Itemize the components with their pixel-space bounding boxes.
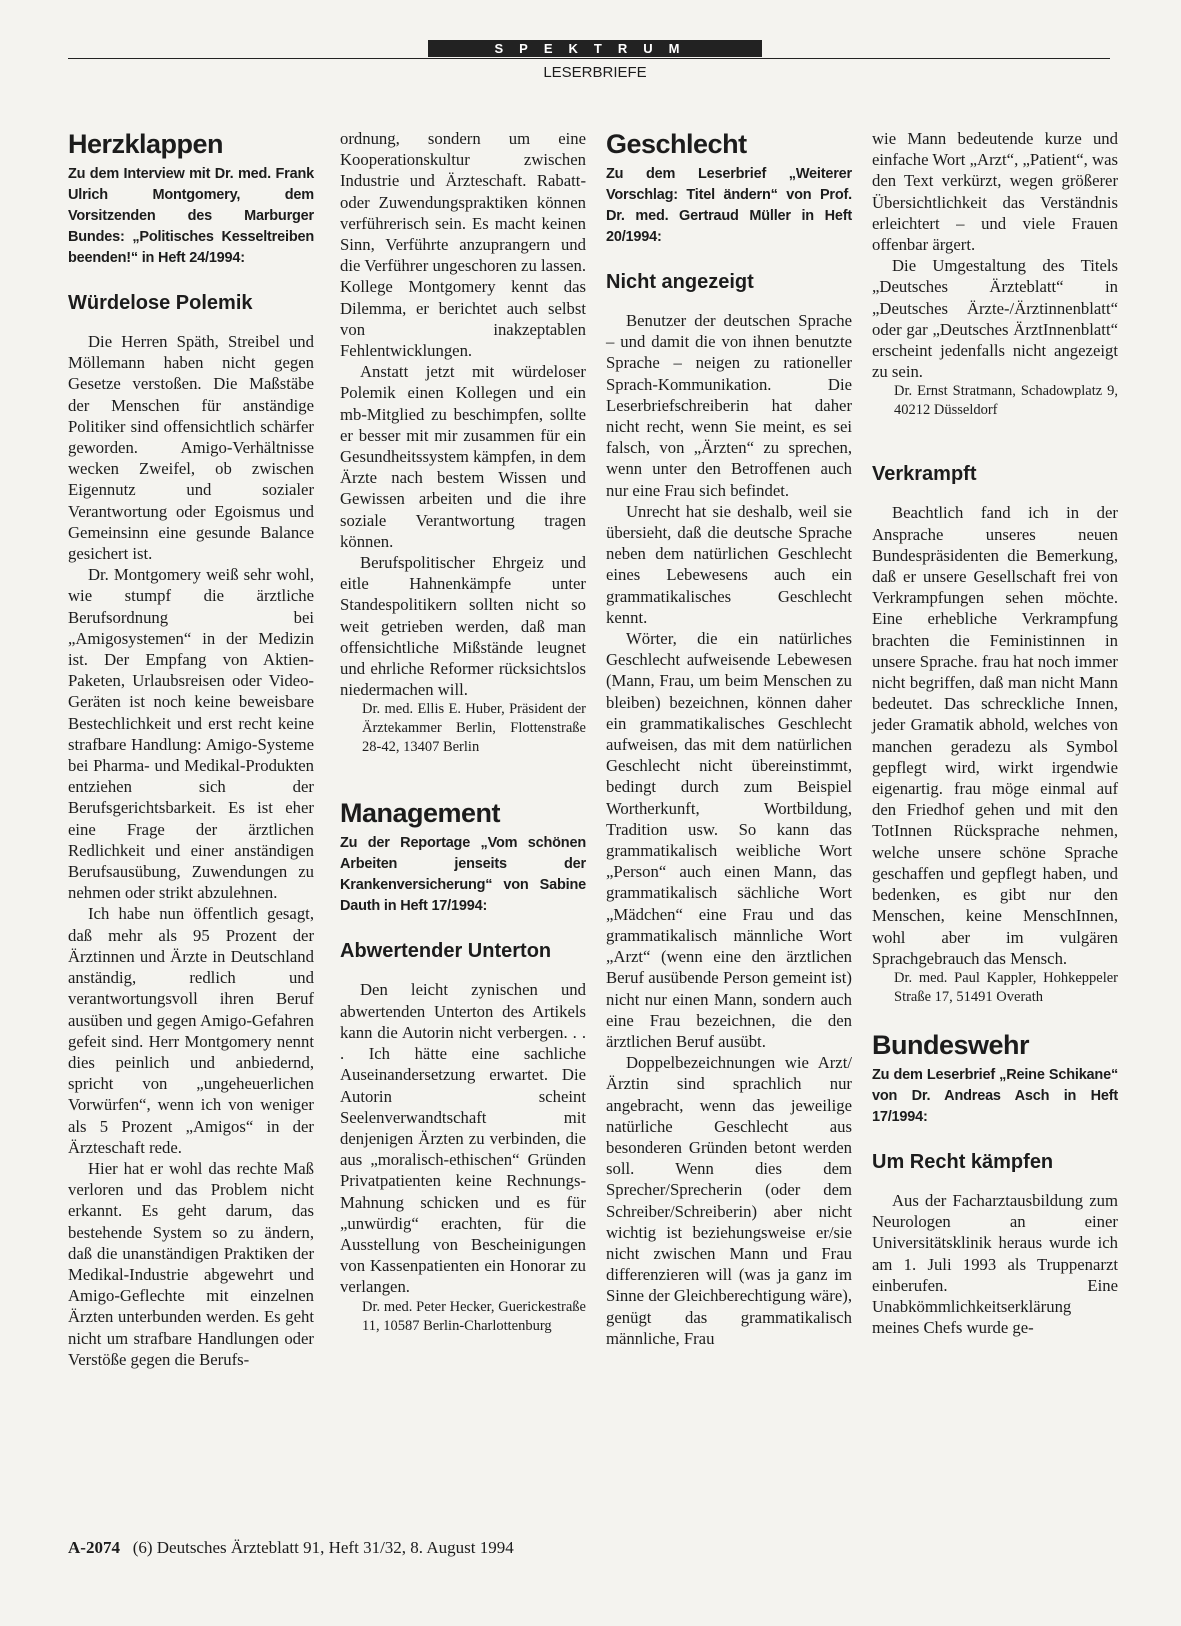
letter-heading: Würdelose Polemik [68,292,253,314]
article-intro: Zu dem Interview mit Dr. med. Frank Ulrich Montgomery, dem Vorsitzenden des Marburger Bundes: „Politisches Kesseltreiben beenden!“ in Heft 24/1994: [68,166,314,266]
article-intro: Zu dem Leserbrief „Weiterer Vorschlag: Titel ändern“ von Prof. Dr. med. Gertraud Müller in Heft 20/1994: [606,166,852,245]
paragraph: Beachtlich fand ich in der Ansprache unseres neuen Bundespräsidenten die Bemerkung, daß er unsere Gesellschaft frei von Verkrampfungen sehen möchte. Eine erhebliche Verkrampfung brachten die Feministinnen in unsere Sprache. frau hat noch immer nicht begriffen, daß man nicht Mann bedeutet. Das schreckliche Innen, jeder Gramatik abhold, welches von manchen geradezu als Symbol gepflegt wird, wirkt irgendwie eigenartig. frau möge einmal auf den Friedhof gehen und mit den TotInnen Rücksprache nehmen, welche unsere schöne Sprache geschaffen und gepflegt haben, und bedenken, es gibt nur den Menschen, keine MenschInnen, wohl aber im vulgären Sprachgebrauch das Mensch. [872,503,1118,968]
page-footer [68,1538,514,1558]
paragraph: Den leicht zynischen und abwertenden Unterton des Artikels kann die Autorin nicht verbergen. . . . Ich hätte eine sachliche Auseinandersetzung erwartet. Die Autorin scheint Seelenverwandtschaft mit denjenigen Ärzten zu verbinden, die aus „moralisch-ethischen“ Gründen Privatpatienten keine Rechnungs-Mahnung schicken und es für „unwürdig“ erachten, für die Ausstellung von Bescheinigungen von Kassenpatienten ein Honorar zu verlangen. [340,980,586,1297]
letter-heading: Um Recht kämpfen [872,1150,1054,1173]
paragraph: Ich habe nun öffentlich gesagt, daß mehr als 95 Prozent der Ärztinnen und Ärzte in Deutschland anständig, redlich und verantwortungsvoll ihren Beruf ausüben und gegen Amigo-Gefahren gefeit sind. Herr Montgomery nennt dies peinlich und anbiedernd, spricht von „ungeheuerlichen Vorwürfen“, wenn ich von weniger als 5 Prozent „Amigos“ in der Ärzteschaft rede. [68,904,314,1157]
paragraph: ordnung, sondern um eine Kooperationskultur zwischen Industrie und Ärzteschaft. Rabatt- oder Zuwendungspraktiken können verführerisch sein. Es macht keinen Sinn, Verführte anzuprangern und die Verführer ungeschoren zu lassen. Kollege Montgomery kennt das Dilemma, er berichtet auch selbst von inakzeptablen Fehlentwicklungen. [340,129,586,361]
paragraph: Die Umgestaltung des Titels „Deutsches Ärzteblatt“ in „Deutsches Ärzte-/Ärztinnenblatt“ oder gar „Deutsches ÄrztInnenblatt“ erscheint jedenfalls nicht angezeigt zu sein. [872,256,1118,382]
letter-heading: Nicht angezeigt [606,271,754,293]
paragraph: Dr. Montgomery weiß sehr wohl, wie stumpf die ärztliche Berufsordnung bei „Amigosystemen“ in der Medizin ist. Der Empfang von Aktien-Paketen, Urlaubsreisen oder Video-Geräten ist noch keine beweisbare Bestechlichkeit und erst recht keine strafbare Handlung: Amigo-Systeme bei Pharma- und Medikal-Produkten entziehen sich der Berufsgerichtsbarkeit. Es ist eher eine Frage der ärztlichen Redlichkeit und einer anständigen Berufsausübung, Zuwendungen zu nehmen oder strikt abzulehnen. [68,565,314,903]
paragraph: wie Mann bedeutende kurze und einfache Wort „Arzt“, „Patient“, was den Text verkürzt, wegen größerer Übersichtlichkeit das Verständnis erleichtert – und viele Frauen offenbar ärgert. [872,129,1118,255]
letter-signature: Dr. Ernst Stratmann, Schadowplatz 9, 40212 Düsseldorf [894,383,1118,419]
paragraph: Benutzer der deutschen Sprache – und damit die von ihnen benutzte Sprache – neigen zu rationeller Sprach-Kommunikation. Die Leserbriefschreiberin hat daher nicht recht, wenn Sie meint, es sei falsch, von „Ärzten“ zu sprechen, wenn unter den Betroffenen auch nur eine Frau sich befindet. [606,311,852,500]
section-banner: SPEKTRUM [428,40,762,57]
article-title: Herzklappen [68,129,224,159]
article-title: Management [340,798,501,829]
section-subhead: LESERBRIEFE [543,64,647,81]
column-3 [606,128,852,1349]
paragraph: Hier hat er wohl das rechte Maß verloren und das Problem nicht erkannt. Es geht darum, das bestehende System so zu ändern, daß die unanständigen Praktiken der Medikal-Industrie abgewehrt und Amigo-Geflechte mit einzelnen Ärzten unterbunden werden. Es geht nicht um strafbare Handlungen oder Verstöße gegen die Berufs- [68,1158,314,1369]
paragraph: Doppelbezeichnungen wie Arzt/Ärztin sind sprachlich nur angebracht, wenn das jeweilige natürliche Geschlecht aus besonderen Gründen betont werden soll. Wenn dies dem Sprecher/Sprecherin (oder dem Schreiber/Schreiberin) aber nicht wichtig ist beziehungsweise er/sie nicht zwischen Mann und Frau differenzieren will (was ja ganz im Sinne der Gleichberechtigung wäre), genügt das grammatikalisch männliche, Frau [606,1053,852,1348]
column-4 [872,128,1118,1338]
letter-heading: Verkrampft [872,463,977,486]
header-rule [68,58,1110,59]
article-title: Bundeswehr [872,1029,1030,1060]
issue-info: (6) Deutsches Ärzteblatt 91, Heft 31/32, 8. August 1994 [132,1538,514,1557]
paragraph: Aus der Facharztausbildung zum Neurologen an einer Universitätsklinik heraus wurde ich am 1. Juli 1993 als Truppenarzt einberufen. Eine Unabkömmlichkeitserklärung meines Chefs wurde ge- [872,1190,1118,1338]
paragraph: Anstatt jetzt mit würdeloser Polemik einen Kollegen und ein mb-Mitglied zu beschimpfen, sollte er besser mit mir zusammen für ein Gesundheitssystem kämpfen, in dem Ärzte nach bestem Wissen und Gewissen arbeiten und die ihre soziale Verantwortung tragen können. [340,362,586,551]
paragraph: Unrecht hat sie deshalb, weil sie übersieht, daß die deutsche Sprache neben dem natürlichen Geschlecht eines Lebewesens auch ein grammatikalisches Geschlecht kennt. [606,501,852,627]
article-title: Geschlecht [606,129,747,159]
page-number: A-2074 [68,1538,120,1557]
paragraph: Die Herren Späth, Streibel und Möllemann haben nicht gegen Gesetze verstoßen. Die Maßstäbe der Menschen für anständige Politiker sind offensichtlich schärfer geworden. Amigo-Verhältnisse wecken Zweifel, ob zwischen Eigennutz und sozialer Verantwortung oder Egoismus und Gemeinsinn eine gesunde Balance gesichert ist. [68,332,314,564]
letter-signature: Dr. med. Paul Kappler, Hohkeppeler Straße 17, 51491 Overath [894,969,1118,1005]
letter-signature: Dr. med. Ellis E. Huber, Präsident der Ärztekammer Berlin, Flottenstraße 28-42, 13407 Berlin [362,701,586,756]
column-1 [68,128,314,1370]
letter-signature: Dr. med. Peter Hecker, Guerickestraße 11, 10587 Berlin-Charlottenburg [362,1298,586,1334]
letter-heading: Abwertender Unterton [340,940,552,963]
article-intro: Zu dem Leserbrief „Reine Schikane“ von Dr. Andreas Asch in Heft 17/1994: [872,1066,1118,1125]
paragraph: Berufspolitischer Ehrgeiz und eitle Hahnenkämpfe unter Standespolitikern sollten nicht so weit getrieben werden, daß man offensichtliche Mißstände leugnet und ehrliche Reformer rücksichtslos niedermachen will. [340,553,586,700]
article-intro: Zu der Reportage „Vom schönen Arbeiten jenseits der Krankenversicherung“ von Sabine Dauth in Heft 17/1994: [340,835,586,915]
paragraph: Wörter, die ein natürliches Geschlecht aufweisende Lebewesen (Mann, Frau, um beim Menschen zu bleiben) bezeichnen, können daher ein grammatikalisches Geschlecht aufweisen, das mit dem natürlichen Geschlecht nicht übereinstimmt, bedingt durch zum Beispiel Wortherkunft, Wortbildung, Tradition usw. So kann das grammatikalisch weibliche Wort „Person“ auch einen Mann, das grammatikalisch sächliche Wort „Mädchen“ eine Frau und das grammatikalisch männliche Wort „Arzt“ (wenn eine den ärztlichen Beruf ausübende Person gemeint ist) nicht nur einen Mann, sondern auch eine Frau bezeichnen, die den ärztlichen Beruf ausübt. [606,629,852,1051]
column-2 [340,128,586,1336]
